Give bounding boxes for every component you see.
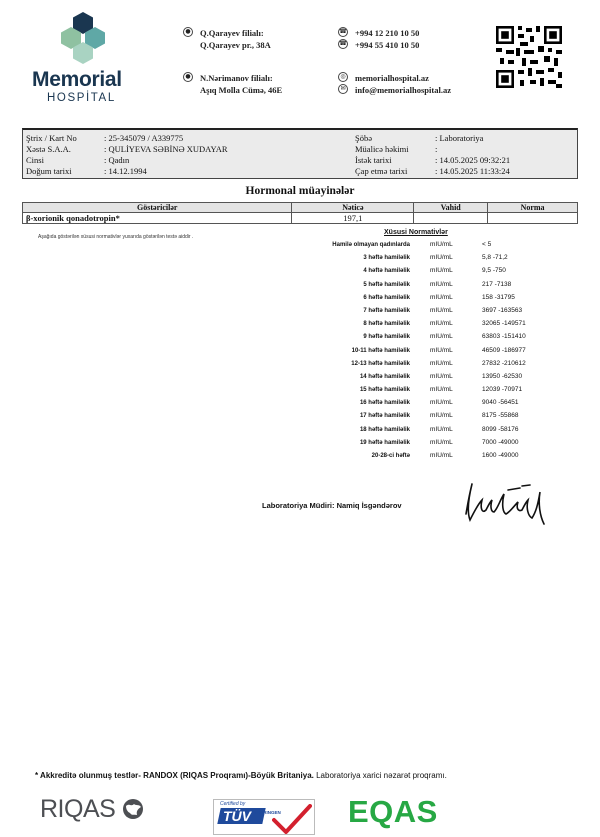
phone-1[interactable]: +994 12 210 10 50 bbox=[355, 28, 420, 38]
norm-unit: mIU/mL bbox=[430, 306, 453, 314]
tuv-certified-text: Certified by bbox=[220, 801, 246, 807]
norm-unit: mIU/mL bbox=[430, 241, 453, 248]
norm-value: 13950 -62530 bbox=[482, 372, 523, 380]
location-icon: ● bbox=[183, 27, 193, 37]
request-date-label: İstək tarixi bbox=[355, 155, 392, 165]
special-norms-title: Xüsusi Normativlər bbox=[384, 229, 448, 236]
norm-label: Hamilə olmayan qadınlarda bbox=[332, 242, 410, 248]
results-header-row bbox=[23, 203, 578, 213]
request-date-value: : 14.05.2025 09:32:21 bbox=[435, 155, 511, 165]
norm-unit: mIU/mL bbox=[430, 267, 453, 275]
norm-label: 12-13 həftə hamiləlik bbox=[351, 360, 410, 367]
email-link[interactable]: info@memorialhospital.az bbox=[355, 85, 451, 95]
norm-label: 4 həftə hamiləlik bbox=[363, 268, 410, 275]
test-name: β-xorionik qonadotropin* bbox=[23, 213, 292, 224]
norm-value: 3697 -163563 bbox=[482, 306, 523, 314]
norm-row bbox=[250, 266, 570, 279]
norm-row bbox=[250, 240, 570, 253]
website-link[interactable]: memorialhospital.az bbox=[355, 73, 429, 83]
norm-unit: mIU/mL bbox=[430, 412, 453, 420]
norm-row bbox=[250, 306, 570, 319]
norm-label: 20-28-ci həftə bbox=[371, 453, 410, 459]
norm-row bbox=[250, 332, 570, 345]
tuv-certification-logo bbox=[213, 799, 315, 835]
patient-info-box bbox=[22, 128, 578, 179]
norm-value: 9,5 -750 bbox=[482, 267, 506, 275]
gender-value: : Qadın bbox=[104, 155, 130, 165]
norm-label: 7 həftə hamiləlik bbox=[363, 307, 410, 314]
accreditation-note bbox=[35, 771, 447, 780]
norm-value: 1600 -49000 bbox=[482, 452, 519, 459]
norm-value: 158 -31795 bbox=[482, 293, 515, 301]
hexagon-logo-icon bbox=[52, 12, 114, 64]
eqas-logo: EQAS bbox=[348, 794, 438, 829]
column-header: Norma bbox=[488, 203, 578, 213]
email-icon: ✉ bbox=[338, 84, 348, 94]
column-header: Nəticə bbox=[292, 203, 414, 213]
norm-label: 16 həftə hamiləlik bbox=[359, 400, 410, 407]
norm-value: 32065 -149571 bbox=[482, 320, 526, 328]
norm-label: 8 həftə hamiləlik bbox=[363, 321, 410, 328]
norm-label: 15 həftə hamiləlik bbox=[359, 387, 410, 394]
norm-row bbox=[250, 319, 570, 332]
norm-value: 46509 -186977 bbox=[482, 346, 526, 354]
norm-row bbox=[250, 346, 570, 359]
norm-row bbox=[250, 411, 570, 424]
norm-unit: mIU/mL bbox=[430, 280, 453, 288]
norms-note: Aşağıda göstərilən xüsusi normativlər yuxarıda göstərilən testə aiddir . bbox=[38, 234, 194, 240]
norm-row bbox=[250, 438, 570, 451]
brand-name: Memorial bbox=[32, 68, 122, 91]
test-result: 197,1 bbox=[292, 213, 414, 224]
lab-director: Laboratoriya Müdiri: Namiq İsgəndərov bbox=[262, 501, 402, 510]
norm-value: 8175 -55868 bbox=[482, 412, 519, 420]
norm-label: 6 həftə hamiləlik bbox=[363, 294, 410, 301]
norm-unit: mIU/mL bbox=[430, 359, 453, 367]
norm-unit: mIU/mL bbox=[430, 254, 453, 262]
location-icon: ● bbox=[183, 72, 193, 82]
print-date-value: : 14.05.2025 11:33:24 bbox=[435, 166, 510, 176]
norm-unit: mIU/mL bbox=[430, 333, 453, 341]
norm-value: 7000 -49000 bbox=[482, 438, 519, 446]
qr-code-icon bbox=[496, 26, 562, 88]
branch-address: Aşıq Molla Cümə, 46E bbox=[200, 85, 283, 95]
norm-row bbox=[250, 293, 570, 306]
norm-unit: mIU/mL bbox=[430, 425, 453, 433]
phone-icon: ☎ bbox=[339, 40, 347, 47]
department-value: : Laboratoriya bbox=[435, 133, 484, 143]
accreditation-rest: Laboratoriya xarici nəzarət proqramı. bbox=[313, 771, 447, 780]
results-table bbox=[22, 202, 578, 224]
patient-name-value: : QULİYEVA SƏBİNƏ XUDAYAR bbox=[104, 144, 228, 154]
norm-row bbox=[250, 451, 570, 464]
norm-unit: mIU/mL bbox=[430, 399, 453, 407]
norm-label: 5 həftə hamiləlik bbox=[363, 281, 410, 288]
norm-row bbox=[250, 425, 570, 438]
gender-label: Cinsi bbox=[26, 155, 44, 165]
test-unit bbox=[414, 213, 488, 224]
norm-unit: mIU/mL bbox=[430, 346, 453, 354]
norm-label: 3 həftə hamiləlik bbox=[363, 255, 410, 262]
norm-unit: mIU/mL bbox=[430, 293, 453, 301]
branch-address: Q.Qarayev pr., 38A bbox=[200, 40, 271, 50]
tuv-text: TÜV bbox=[223, 808, 251, 824]
norm-row bbox=[250, 359, 570, 372]
norm-value: 5,8 -71,2 bbox=[482, 254, 508, 262]
norm-value: 27832 -210612 bbox=[482, 359, 526, 367]
phone-contacts bbox=[339, 27, 420, 51]
norm-row bbox=[250, 280, 570, 293]
norm-label: 14 həftə hamiləlik bbox=[359, 373, 410, 380]
norm-unit: mIU/mL bbox=[430, 438, 453, 446]
test-norm bbox=[488, 213, 578, 224]
norm-value: 8099 -58176 bbox=[482, 425, 519, 433]
column-header: Göstəricilər bbox=[23, 203, 292, 213]
norm-row bbox=[250, 372, 570, 385]
norm-label: 10-11 həftə hamiləlik bbox=[351, 347, 410, 354]
hospital-logo bbox=[30, 12, 140, 104]
dob-label: Doğum tarixi bbox=[26, 166, 72, 176]
doctor-value: : bbox=[435, 144, 438, 154]
doctor-label: Müalicə həkimi bbox=[355, 144, 409, 154]
globe-icon bbox=[122, 798, 144, 820]
norm-value: < 5 bbox=[482, 241, 492, 248]
norm-value: 12039 -70971 bbox=[482, 386, 523, 394]
web-contacts bbox=[340, 72, 451, 96]
norm-value: 217 -7138 bbox=[482, 280, 512, 288]
norm-unit: mIU/mL bbox=[430, 320, 453, 328]
tuv-sub-text: THÜRINGEN bbox=[254, 810, 281, 815]
norm-row bbox=[250, 385, 570, 398]
dob-value: : 14.12.1994 bbox=[104, 166, 147, 176]
checkmark-icon bbox=[272, 804, 312, 834]
norm-label: 9 həftə hamiləlik bbox=[363, 334, 410, 341]
phone-icon: ☎ bbox=[339, 28, 347, 35]
accreditation-bold: * Akkreditə olunmuş testlər- RANDOX (RIQAS Proqramı)-Böyük Britaniya. bbox=[35, 771, 314, 780]
branch-qarayev bbox=[185, 27, 271, 51]
norm-row bbox=[250, 253, 570, 266]
riqas-logo bbox=[40, 795, 144, 824]
signature-icon bbox=[458, 472, 558, 532]
norm-value: 63803 -151410 bbox=[482, 333, 526, 341]
norm-label: 18 həftə hamiləlik bbox=[359, 426, 410, 433]
norm-unit: mIU/mL bbox=[430, 372, 453, 380]
print-date-label: Çap etmə tarixi bbox=[355, 166, 408, 176]
barcode-value: : 25-345079 / A339775 bbox=[104, 133, 184, 143]
norm-label: 19 həftə hamiləlik bbox=[359, 439, 410, 446]
phone-2[interactable]: +994 55 410 10 50 bbox=[355, 40, 420, 50]
globe-icon: ◎ bbox=[338, 72, 348, 82]
column-header: Vahid bbox=[414, 203, 488, 213]
norm-label: 17 həftə hamiləlik bbox=[359, 413, 410, 420]
special-norms-list bbox=[250, 240, 570, 464]
riqas-text: RIQAS bbox=[40, 795, 116, 823]
patient-name-label: Xəstə S.A.A. bbox=[26, 144, 71, 154]
branch-name: N.Nərimanov filialı: bbox=[200, 73, 273, 83]
report-title: Hormonal müayinələr bbox=[245, 185, 355, 197]
norm-value: 9040 -56451 bbox=[482, 399, 519, 407]
norm-unit: mIU/mL bbox=[430, 452, 453, 459]
branch-name: Q.Qarayev filialı: bbox=[200, 28, 264, 38]
department-label: Şöbə bbox=[355, 133, 372, 143]
norm-unit: mIU/mL bbox=[430, 386, 453, 394]
barcode-label: Ştrix / Kart No bbox=[26, 133, 77, 143]
branch-narimanov bbox=[185, 72, 283, 96]
table-row bbox=[23, 213, 578, 224]
norm-row bbox=[250, 398, 570, 411]
brand-subtitle: HOSPİTAL bbox=[47, 92, 116, 104]
